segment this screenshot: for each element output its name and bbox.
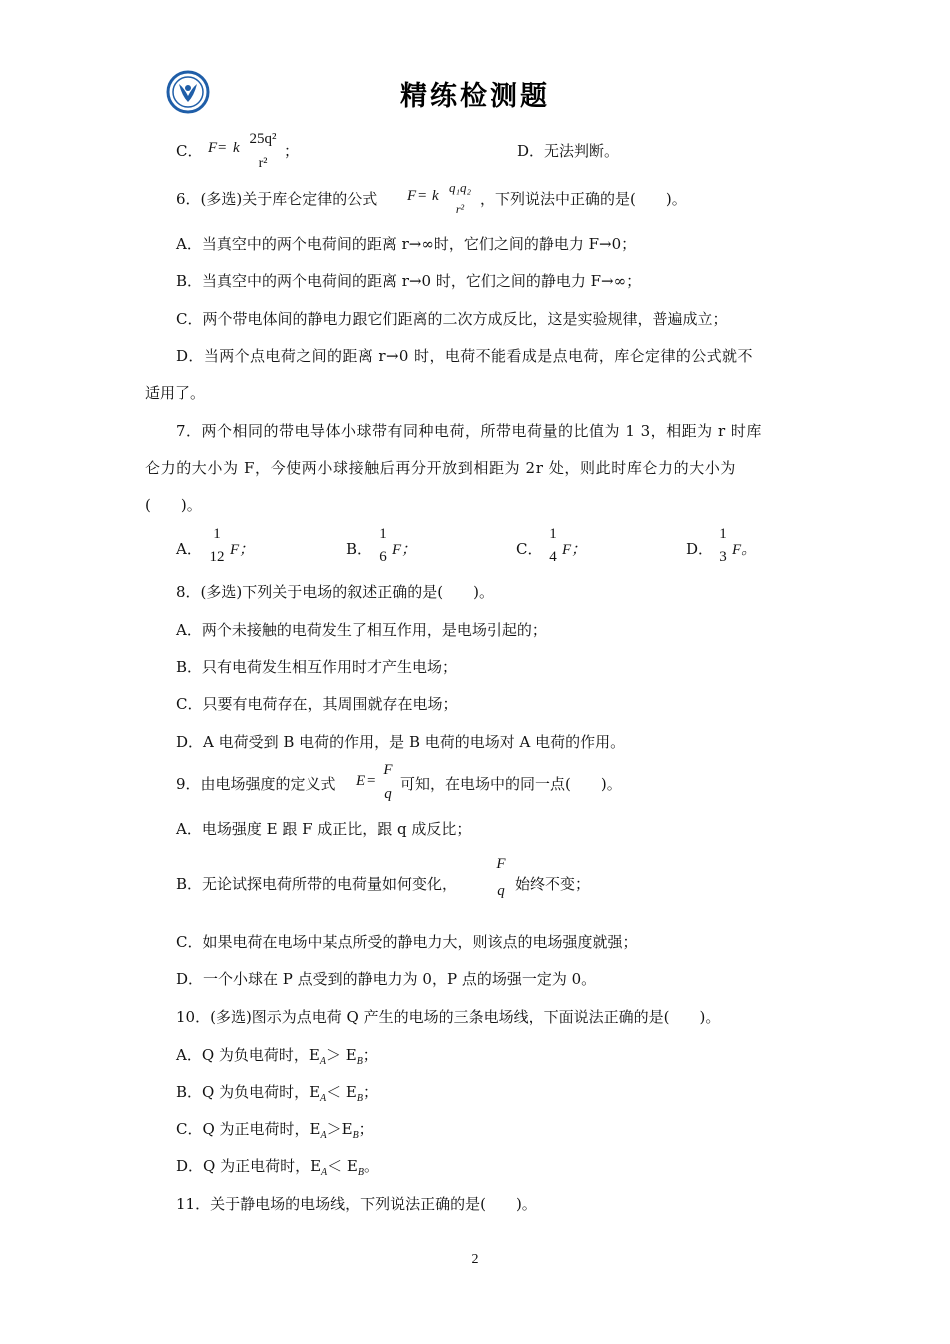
- q6-option-c: C．两个带电体间的静电力跟它们距离的二次方成反比，这是实验规律，普遍成立；: [176, 310, 728, 328]
- q6-F: F: [407, 188, 417, 204]
- q5-option-c: [176, 140, 202, 161]
- q7-option-d-label: D．: [686, 540, 714, 558]
- subscript-a: A: [319, 1056, 326, 1067]
- q6-option-d-cont: 适用了。: [145, 384, 206, 402]
- page-number: 2: [471, 1252, 479, 1267]
- option-text: A．Q 为负电荷时，E: [176, 1046, 320, 1064]
- q10-option-a: [176, 1044, 378, 1067]
- fraction-denominator: 4: [549, 549, 557, 565]
- q7-stem-line1: 7．两个相同的带电导体小球带有同种电荷，所带电荷量的比值为 1 3，相距为 r 时库: [176, 422, 762, 440]
- q9-stem-end: 可知，在电场中的同一点( )。: [400, 775, 622, 793]
- option-label: C．: [176, 142, 203, 160]
- fraction-denominator: 12: [209, 549, 225, 565]
- fraction-denominator: r²: [258, 156, 268, 171]
- q5c-eq: =: [218, 140, 227, 156]
- q10-option-b: [176, 1081, 378, 1104]
- q6-fraction: [442, 181, 478, 215]
- q7-option-a-label: A．: [176, 540, 202, 558]
- q9-option-d: D．一个小球在 P 点受到的静电力为 0，P 点的场强一定为 0。: [176, 970, 597, 988]
- q10-option-c: [176, 1118, 374, 1141]
- q6-eq: =: [418, 188, 427, 204]
- option-text: ＜ E: [327, 1157, 358, 1175]
- fraction-numerator: F: [496, 856, 506, 872]
- q7-option-a-tail: F；: [230, 542, 255, 558]
- fraction-denominator: q: [384, 786, 392, 802]
- fraction-numerator: q₁q₂: [448, 180, 472, 195]
- q9-eq: =: [367, 773, 376, 789]
- page-title: 精练检测题: [400, 81, 550, 112]
- option-text: ＞E: [326, 1120, 353, 1138]
- q6-k: k: [432, 188, 439, 204]
- fraction-denominator: 6: [379, 549, 387, 565]
- q8-stem: 8．(多选)下列关于电场的叙述正确的是( )。: [176, 583, 494, 601]
- q7-stem-line2: 仑力的大小为 F，今使两小球接触后再分开放到相距为 2r 处，则此时库仑力的大小为: [145, 459, 737, 477]
- subscript-b: B: [356, 1056, 363, 1067]
- fraction-denominator: r²: [455, 202, 465, 216]
- q6-option-d: D．当两个点电荷之间的距离 r→0 时，电荷不能看成是点电荷，库仑定律的公式就不: [176, 347, 753, 365]
- q6-option-a: A．当真空中的两个电荷间的距离 r→∞时，它们之间的静电力 F→0；: [176, 235, 637, 253]
- subscript-b: B: [357, 1167, 364, 1178]
- fraction-denominator: 3: [719, 549, 727, 565]
- q7-option-b-tail: F；: [392, 542, 417, 558]
- q7-option-c-label: C．: [516, 540, 543, 558]
- fraction-numerator: 1: [719, 526, 727, 542]
- fraction-denominator: q: [497, 883, 505, 899]
- fraction-numerator: 1: [379, 526, 387, 542]
- q9-option-b-end: 始终不变；: [515, 875, 591, 893]
- q9-stem: 9．由电场强度的定义式: [176, 775, 336, 793]
- q11-stem: 11．关于静电场的电场线，下列说法正确的是( )。: [176, 1195, 537, 1213]
- q7-option-b-fraction: [374, 527, 392, 565]
- option-text: ；: [362, 1046, 378, 1064]
- q6-stem: 6．(多选)关于库仑定律的公式: [176, 190, 378, 208]
- q8-option-b: B．只有电荷发生相互作用时才产生电场；: [176, 658, 458, 676]
- q7-option-c-fraction: [544, 527, 562, 565]
- q9-option-a: A．电场强度 E 跟 F 成正比，跟 q 成反比；: [176, 820, 472, 838]
- q10-option-d: [176, 1155, 379, 1178]
- option-text: ；: [358, 1120, 374, 1138]
- q8-option-d: D．A 电荷受到 B 电荷的作用，是 B 电荷的电场对 A 电荷的作用。: [176, 733, 626, 751]
- fraction-numerator: F: [383, 762, 393, 778]
- option-text: ＞ E: [325, 1046, 357, 1064]
- q6-stem-end: ，下列说法中正确的是( )。: [480, 190, 687, 208]
- q9-E: E: [356, 773, 366, 789]
- q7-option-d-tail: F。: [732, 542, 757, 558]
- q8-option-a: A．两个未接触的电荷发生了相互作用，是电场引起的；: [176, 621, 547, 639]
- subscript-a: A: [320, 1130, 327, 1141]
- q10-stem: 10．(多选)图示为点电荷 Q 产生的电场的三条电场线，下面说法正确的是( )。: [176, 1008, 721, 1026]
- subscript-a: A: [320, 1093, 327, 1104]
- subscript-a: A: [321, 1167, 328, 1178]
- q5c-k: k: [233, 140, 240, 156]
- q7-option-a-fraction: [204, 527, 230, 565]
- q9-option-c: C．如果电荷在电场中某点所受的静电力大，则该点的电场强度就强；: [176, 933, 638, 951]
- option-text: ＜ E: [326, 1083, 357, 1101]
- q7-option-b-label: B．: [346, 540, 373, 558]
- subscript-b: B: [356, 1093, 363, 1104]
- subscript-b: B: [352, 1130, 359, 1141]
- q5-option-d: D．无法判断。: [517, 142, 620, 160]
- q9-option-b: B．无论试探电荷所带的电荷量如何变化，: [176, 875, 458, 893]
- q8-option-c: C．只要有电荷存在，其周围就存在电场；: [176, 695, 458, 713]
- q7-stem-line3: ( )。: [145, 496, 202, 514]
- fraction-numerator: 25q²: [249, 131, 277, 147]
- q5c-F: F: [208, 140, 218, 156]
- q7-option-c-tail: F；: [562, 542, 587, 558]
- option-text: C．Q 为正电荷时，E: [176, 1120, 321, 1138]
- q5c-tail: ；: [284, 142, 300, 160]
- option-text: D．Q 为正电荷时，E: [176, 1157, 322, 1175]
- option-text: 。: [363, 1157, 379, 1175]
- q5c-fraction: [244, 132, 282, 171]
- q7-option-d-fraction: [714, 527, 732, 565]
- option-text: ；: [362, 1083, 378, 1101]
- fraction-numerator: 1: [213, 526, 221, 542]
- q6-option-b: B．当真空中的两个电荷间的距离 r→0 时，它们之间的静电力 F→∞；: [176, 272, 642, 290]
- q9-fraction: [380, 763, 396, 802]
- fraction-numerator: 1: [549, 526, 557, 542]
- option-text: B．Q 为负电荷时，E: [176, 1083, 321, 1101]
- q9-option-b-fraction: [493, 857, 509, 899]
